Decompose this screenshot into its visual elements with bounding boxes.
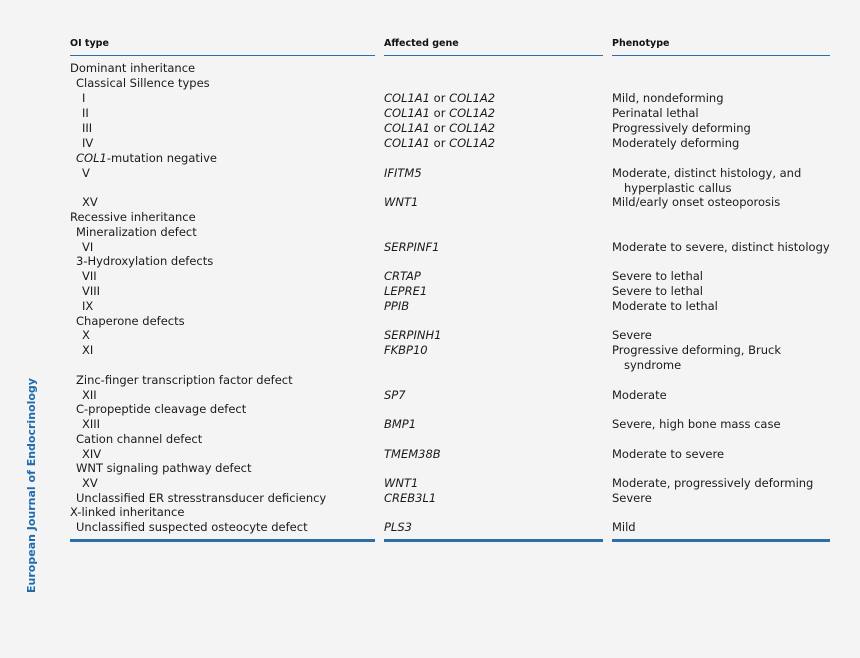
header-rule (70, 55, 375, 56)
affected-gene-cell: PPIB (384, 299, 410, 313)
phenotype-text: Progressive deforming, Bruck (612, 343, 781, 357)
phenotype-cell (612, 240, 830, 255)
phenotype-text: Mild (612, 520, 636, 534)
phenotype-text: Moderate to lethal (612, 299, 718, 313)
gene-name: COL1A1 (384, 121, 430, 135)
oi-type-cell: XII (82, 388, 97, 402)
phenotype-text: Moderate (612, 388, 667, 402)
gene-name: COL1A2 (449, 121, 496, 135)
phenotype-cell (612, 520, 636, 535)
affected-gene-cell (384, 136, 495, 151)
oi-type-cell: XIV (82, 447, 102, 461)
phenotype-cell (612, 136, 739, 151)
phenotype-cell (612, 299, 718, 314)
oi-type-cell: Unclassified suspected osteocyte defect (76, 520, 308, 534)
phenotype-text: Moderate, distinct histology, and (612, 166, 802, 180)
phenotype-text: Mild/early onset osteoporosis (612, 195, 781, 209)
affected-gene-cell (384, 91, 495, 106)
affected-gene-cell (384, 121, 495, 136)
affected-gene-cell (384, 106, 495, 121)
phenotype-cell (612, 491, 652, 506)
phenotype-cell (612, 195, 780, 210)
phenotype-cell (612, 447, 724, 462)
oi-type-cell: VIII (82, 284, 101, 298)
oi-type-cell: Classical Sillence types (76, 76, 210, 90)
oi-type-cell: X (82, 328, 90, 342)
oi-type-cell: I (82, 91, 86, 105)
phenotype-cell (612, 343, 781, 373)
phenotype-text: Moderate to severe, distinct histology (612, 240, 830, 254)
oi-type-cell: Unclassified ER stresstransducer deficiency (76, 491, 327, 505)
oi-type-cell: II (82, 106, 89, 120)
phenotype-text-continued: syndrome (624, 357, 682, 372)
phenotype-cell (612, 388, 667, 403)
oi-type-gene-prefix: COL1 (76, 151, 107, 165)
oi-type-cell: Cation channel defect (76, 432, 203, 446)
gene-conjunction: or (430, 106, 450, 120)
oi-type-cell: XIII (82, 417, 101, 431)
oi-type-cell: Dominant inheritance (70, 61, 196, 75)
phenotype-text-continued: hyperplastic callus (624, 180, 732, 195)
gene-name: COL1A1 (384, 91, 430, 105)
phenotype-cell (612, 328, 652, 343)
oi-type-cell: VI (82, 240, 94, 254)
phenotype-cell (612, 417, 781, 432)
gene-name: COL1A2 (449, 91, 496, 105)
footer-rule (384, 539, 603, 542)
oi-type-cell (76, 151, 217, 166)
affected-gene-cell: WNT1 (384, 195, 419, 209)
affected-gene-cell: PLS3 (384, 520, 412, 534)
affected-gene-cell: CRTAP (384, 269, 421, 283)
phenotype-text: Moderately deforming (612, 136, 740, 150)
affected-gene-cell: BMP1 (384, 417, 417, 431)
header-rule (612, 55, 830, 56)
journal-side-label (19, 320, 43, 650)
affected-gene-cell: TMEM38B (384, 447, 441, 461)
header-affected-gene: Affected gene (384, 38, 459, 49)
oi-type-cell: XV (82, 195, 98, 209)
gene-name: COL1A2 (449, 106, 496, 120)
gene-conjunction: or (430, 91, 450, 105)
phenotype-text: Severe to lethal (612, 284, 703, 298)
affected-gene-cell: SP7 (384, 388, 406, 402)
affected-gene-cell: WNT1 (384, 476, 419, 490)
gene-name: COL1A2 (449, 136, 496, 150)
phenotype-cell (612, 476, 813, 491)
oi-type-cell: Mineralization defect (76, 225, 197, 239)
oi-type-cell: IX (82, 299, 94, 313)
oi-type-cell: WNT signaling pathway defect (76, 461, 252, 475)
phenotype-cell (612, 121, 751, 136)
oi-type-cell: XI (82, 343, 94, 357)
header-oi-type: OI type (70, 38, 109, 49)
gene-conjunction: or (430, 136, 450, 150)
phenotype-cell (612, 91, 724, 106)
affected-gene-cell: IFITM5 (384, 166, 422, 180)
phenotype-cell (612, 166, 801, 196)
affected-gene-cell: SERPINF1 (384, 240, 440, 254)
gene-conjunction: or (430, 121, 450, 135)
affected-gene-cell: CREB3L1 (384, 491, 437, 505)
oi-type-cell: III (82, 121, 93, 135)
journal-name: European Journal of Endocrinology (24, 377, 38, 593)
header-rule (384, 55, 603, 56)
phenotype-cell (612, 106, 699, 121)
oi-type-cell: C-propeptide cleavage defect (76, 402, 247, 416)
affected-gene-cell: FKBP10 (384, 343, 428, 357)
phenotype-text: Progressively deforming (612, 121, 751, 135)
phenotype-text: Severe to lethal (612, 269, 703, 283)
oi-type-cell: V (82, 166, 90, 180)
gene-name: COL1A1 (384, 106, 430, 120)
phenotype-text: Mild, nondeforming (612, 91, 724, 105)
footer-rule (70, 539, 375, 542)
affected-gene-cell: LEPRE1 (384, 284, 428, 298)
phenotype-text: Moderate to severe (612, 447, 725, 461)
oi-type-cell: XV (82, 476, 98, 490)
oi-type-text: -mutation negative (106, 151, 217, 165)
phenotype-cell (612, 284, 703, 299)
oi-type-cell: Chaperone defects (76, 314, 185, 328)
oi-type-cell: X-linked inheritance (70, 505, 185, 519)
phenotype-cell (612, 269, 703, 284)
oi-type-cell: IV (82, 136, 94, 150)
oi-type-cell: Zinc-finger transcription factor defect (76, 373, 293, 387)
oi-type-cell: Recessive inheritance (70, 210, 196, 224)
oi-type-cell: VII (82, 269, 97, 283)
gene-name: COL1A1 (384, 136, 430, 150)
phenotype-text: Moderate, progressively deforming (612, 476, 814, 490)
phenotype-text: Severe, high bone mass case (612, 417, 781, 431)
header-phenotype: Phenotype (612, 38, 670, 49)
oi-type-cell: 3-Hydroxylation defects (76, 254, 214, 268)
phenotype-text: Severe (612, 491, 652, 505)
footer-rule (612, 539, 830, 542)
affected-gene-cell: SERPINH1 (384, 328, 442, 342)
phenotype-text: Severe (612, 328, 652, 342)
phenotype-text: Perinatal lethal (612, 106, 699, 120)
